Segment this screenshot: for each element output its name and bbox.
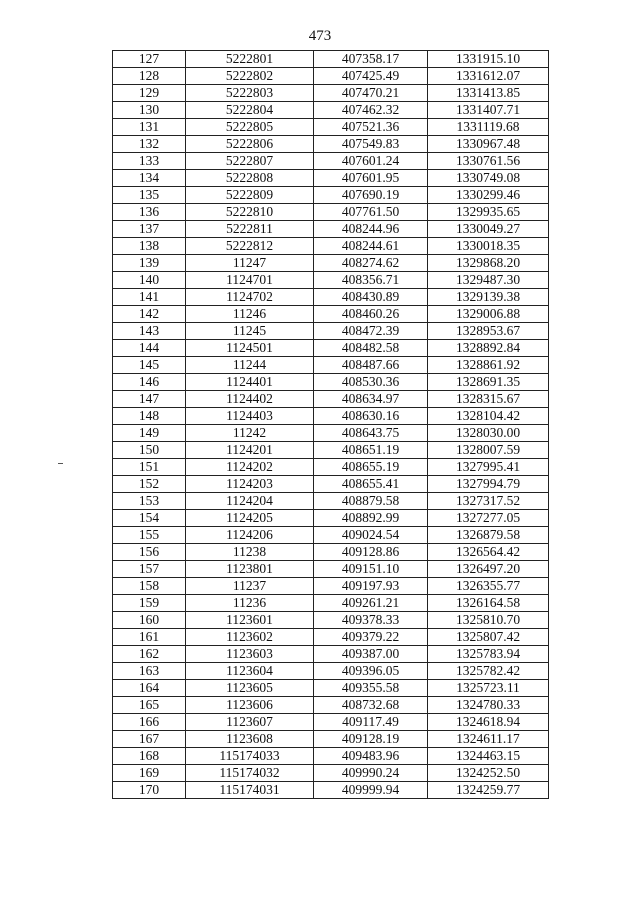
point-number-cell: 146 bbox=[113, 374, 186, 391]
point-id-cell: 5222808 bbox=[186, 170, 314, 187]
point-id-cell: 5222811 bbox=[186, 221, 314, 238]
table-row bbox=[113, 782, 549, 799]
point-number-cell: 156 bbox=[113, 544, 186, 561]
y-coordinate-cell: 1326879.58 bbox=[428, 527, 549, 544]
y-coordinate-cell: 1326564.42 bbox=[428, 544, 549, 561]
point-number-cell: 148 bbox=[113, 408, 186, 425]
point-number-cell: 136 bbox=[113, 204, 186, 221]
point-number-cell: 143 bbox=[113, 323, 186, 340]
x-coordinate-cell: 408879.58 bbox=[314, 493, 428, 510]
point-number-cell: 132 bbox=[113, 136, 186, 153]
point-id-cell: 11238 bbox=[186, 544, 314, 561]
point-id-cell: 115174033 bbox=[186, 748, 314, 765]
y-coordinate-cell: 1330299.46 bbox=[428, 187, 549, 204]
table-row bbox=[113, 221, 549, 238]
point-number-cell: 145 bbox=[113, 357, 186, 374]
y-coordinate-cell: 1326164.58 bbox=[428, 595, 549, 612]
x-coordinate-cell: 408655.41 bbox=[314, 476, 428, 493]
point-id-cell: 1124702 bbox=[186, 289, 314, 306]
x-coordinate-cell: 409387.00 bbox=[314, 646, 428, 663]
point-id-cell: 1124204 bbox=[186, 493, 314, 510]
table-row bbox=[113, 612, 549, 629]
x-coordinate-cell: 409024.54 bbox=[314, 527, 428, 544]
y-coordinate-cell: 1328691.35 bbox=[428, 374, 549, 391]
y-coordinate-cell: 1331612.07 bbox=[428, 68, 549, 85]
x-coordinate-cell: 407690.19 bbox=[314, 187, 428, 204]
y-coordinate-cell: 1327317.52 bbox=[428, 493, 549, 510]
table-row bbox=[113, 306, 549, 323]
table-row bbox=[113, 153, 549, 170]
table-row bbox=[113, 714, 549, 731]
point-id-cell: 1124202 bbox=[186, 459, 314, 476]
y-coordinate-cell: 1324611.17 bbox=[428, 731, 549, 748]
y-coordinate-cell: 1324259.77 bbox=[428, 782, 549, 799]
table-row bbox=[113, 425, 549, 442]
point-number-cell: 153 bbox=[113, 493, 186, 510]
x-coordinate-cell: 407601.24 bbox=[314, 153, 428, 170]
table-row bbox=[113, 578, 549, 595]
x-coordinate-cell: 409396.05 bbox=[314, 663, 428, 680]
x-coordinate-cell: 409355.58 bbox=[314, 680, 428, 697]
y-coordinate-cell: 1328953.67 bbox=[428, 323, 549, 340]
table-row bbox=[113, 408, 549, 425]
x-coordinate-cell: 408655.19 bbox=[314, 459, 428, 476]
point-id-cell: 1124501 bbox=[186, 340, 314, 357]
table-row bbox=[113, 323, 549, 340]
point-number-cell: 162 bbox=[113, 646, 186, 663]
y-coordinate-cell: 1329139.38 bbox=[428, 289, 549, 306]
y-coordinate-cell: 1325807.42 bbox=[428, 629, 549, 646]
point-number-cell: 152 bbox=[113, 476, 186, 493]
y-coordinate-cell: 1327994.79 bbox=[428, 476, 549, 493]
point-id-cell: 5222804 bbox=[186, 102, 314, 119]
point-number-cell: 151 bbox=[113, 459, 186, 476]
x-coordinate-cell: 407358.17 bbox=[314, 51, 428, 68]
y-coordinate-cell: 1329487.30 bbox=[428, 272, 549, 289]
table-row bbox=[113, 629, 549, 646]
point-id-cell: 1123606 bbox=[186, 697, 314, 714]
table-row bbox=[113, 85, 549, 102]
point-number-cell: 134 bbox=[113, 170, 186, 187]
y-coordinate-cell: 1325782.42 bbox=[428, 663, 549, 680]
y-coordinate-cell: 1330018.35 bbox=[428, 238, 549, 255]
margin-mark bbox=[58, 463, 63, 464]
table-row bbox=[113, 204, 549, 221]
table-row bbox=[113, 255, 549, 272]
table-row bbox=[113, 357, 549, 374]
x-coordinate-cell: 409128.19 bbox=[314, 731, 428, 748]
table-row bbox=[113, 238, 549, 255]
x-coordinate-cell: 407521.36 bbox=[314, 119, 428, 136]
point-id-cell: 1123607 bbox=[186, 714, 314, 731]
y-coordinate-cell: 1328104.42 bbox=[428, 408, 549, 425]
x-coordinate-cell: 408634.97 bbox=[314, 391, 428, 408]
x-coordinate-cell: 409117.49 bbox=[314, 714, 428, 731]
point-number-cell: 138 bbox=[113, 238, 186, 255]
point-number-cell: 161 bbox=[113, 629, 186, 646]
point-number-cell: 131 bbox=[113, 119, 186, 136]
table-row bbox=[113, 340, 549, 357]
table-row bbox=[113, 119, 549, 136]
y-coordinate-cell: 1328315.67 bbox=[428, 391, 549, 408]
table-row bbox=[113, 459, 549, 476]
point-id-cell: 1123801 bbox=[186, 561, 314, 578]
y-coordinate-cell: 1329868.20 bbox=[428, 255, 549, 272]
table-row bbox=[113, 731, 549, 748]
table-row bbox=[113, 493, 549, 510]
table-row bbox=[113, 136, 549, 153]
point-id-cell: 11236 bbox=[186, 595, 314, 612]
x-coordinate-cell: 407425.49 bbox=[314, 68, 428, 85]
point-id-cell: 5222807 bbox=[186, 153, 314, 170]
y-coordinate-cell: 1326497.20 bbox=[428, 561, 549, 578]
point-number-cell: 155 bbox=[113, 527, 186, 544]
y-coordinate-cell: 1331413.85 bbox=[428, 85, 549, 102]
x-coordinate-cell: 409483.96 bbox=[314, 748, 428, 765]
point-id-cell: 5222809 bbox=[186, 187, 314, 204]
table-row bbox=[113, 102, 549, 119]
y-coordinate-cell: 1328030.00 bbox=[428, 425, 549, 442]
table-row bbox=[113, 510, 549, 527]
point-id-cell: 115174032 bbox=[186, 765, 314, 782]
y-coordinate-cell: 1324618.94 bbox=[428, 714, 549, 731]
table-row bbox=[113, 680, 549, 697]
x-coordinate-cell: 408892.99 bbox=[314, 510, 428, 527]
x-coordinate-cell: 407470.21 bbox=[314, 85, 428, 102]
x-coordinate-cell: 408430.89 bbox=[314, 289, 428, 306]
point-id-cell: 1124401 bbox=[186, 374, 314, 391]
point-number-cell: 130 bbox=[113, 102, 186, 119]
y-coordinate-cell: 1326355.77 bbox=[428, 578, 549, 595]
point-number-cell: 127 bbox=[113, 51, 186, 68]
point-number-cell: 168 bbox=[113, 748, 186, 765]
point-id-cell: 5222801 bbox=[186, 51, 314, 68]
table-row bbox=[113, 170, 549, 187]
point-id-cell: 11242 bbox=[186, 425, 314, 442]
y-coordinate-cell: 1324780.33 bbox=[428, 697, 549, 714]
point-number-cell: 141 bbox=[113, 289, 186, 306]
x-coordinate-cell: 409379.22 bbox=[314, 629, 428, 646]
x-coordinate-cell: 408482.58 bbox=[314, 340, 428, 357]
y-coordinate-cell: 1330761.56 bbox=[428, 153, 549, 170]
x-coordinate-cell: 409378.33 bbox=[314, 612, 428, 629]
table-row bbox=[113, 391, 549, 408]
table-row bbox=[113, 187, 549, 204]
table-row bbox=[113, 374, 549, 391]
page-number: 473 bbox=[308, 28, 332, 44]
point-number-cell: 164 bbox=[113, 680, 186, 697]
point-id-cell: 11247 bbox=[186, 255, 314, 272]
point-id-cell: 11245 bbox=[186, 323, 314, 340]
y-coordinate-cell: 1324463.15 bbox=[428, 748, 549, 765]
y-coordinate-cell: 1329935.65 bbox=[428, 204, 549, 221]
point-id-cell: 5222802 bbox=[186, 68, 314, 85]
point-number-cell: 133 bbox=[113, 153, 186, 170]
x-coordinate-cell: 407601.95 bbox=[314, 170, 428, 187]
x-coordinate-cell: 409128.86 bbox=[314, 544, 428, 561]
point-number-cell: 154 bbox=[113, 510, 186, 527]
y-coordinate-cell: 1331407.71 bbox=[428, 102, 549, 119]
x-coordinate-cell: 408643.75 bbox=[314, 425, 428, 442]
point-id-cell: 1123601 bbox=[186, 612, 314, 629]
point-number-cell: 137 bbox=[113, 221, 186, 238]
x-coordinate-cell: 407549.83 bbox=[314, 136, 428, 153]
x-coordinate-cell: 408651.19 bbox=[314, 442, 428, 459]
table-row bbox=[113, 527, 549, 544]
x-coordinate-cell: 408460.26 bbox=[314, 306, 428, 323]
point-number-cell: 170 bbox=[113, 782, 186, 799]
y-coordinate-cell: 1330749.08 bbox=[428, 170, 549, 187]
point-id-cell: 1124403 bbox=[186, 408, 314, 425]
point-number-cell: 160 bbox=[113, 612, 186, 629]
point-number-cell: 165 bbox=[113, 697, 186, 714]
table-row bbox=[113, 476, 549, 493]
x-coordinate-cell: 409261.21 bbox=[314, 595, 428, 612]
y-coordinate-cell: 1330967.48 bbox=[428, 136, 549, 153]
point-id-cell: 1124203 bbox=[186, 476, 314, 493]
y-coordinate-cell: 1324252.50 bbox=[428, 765, 549, 782]
point-number-cell: 140 bbox=[113, 272, 186, 289]
table-row bbox=[113, 663, 549, 680]
coordinates-table-body bbox=[113, 51, 549, 799]
point-number-cell: 144 bbox=[113, 340, 186, 357]
x-coordinate-cell: 409999.94 bbox=[314, 782, 428, 799]
x-coordinate-cell: 408472.39 bbox=[314, 323, 428, 340]
point-number-cell: 129 bbox=[113, 85, 186, 102]
x-coordinate-cell: 408356.71 bbox=[314, 272, 428, 289]
point-id-cell: 1123603 bbox=[186, 646, 314, 663]
point-number-cell: 158 bbox=[113, 578, 186, 595]
point-id-cell: 1123605 bbox=[186, 680, 314, 697]
point-number-cell: 169 bbox=[113, 765, 186, 782]
point-id-cell: 11244 bbox=[186, 357, 314, 374]
y-coordinate-cell: 1327995.41 bbox=[428, 459, 549, 476]
point-id-cell: 115174031 bbox=[186, 782, 314, 799]
x-coordinate-cell: 408530.36 bbox=[314, 374, 428, 391]
point-id-cell: 5222803 bbox=[186, 85, 314, 102]
point-id-cell: 11237 bbox=[186, 578, 314, 595]
table-row bbox=[113, 561, 549, 578]
point-id-cell: 1123608 bbox=[186, 731, 314, 748]
table-row bbox=[113, 595, 549, 612]
point-number-cell: 135 bbox=[113, 187, 186, 204]
table-row bbox=[113, 68, 549, 85]
point-number-cell: 163 bbox=[113, 663, 186, 680]
y-coordinate-cell: 1328861.92 bbox=[428, 357, 549, 374]
x-coordinate-cell: 407462.32 bbox=[314, 102, 428, 119]
point-id-cell: 5222812 bbox=[186, 238, 314, 255]
x-coordinate-cell: 409990.24 bbox=[314, 765, 428, 782]
point-number-cell: 128 bbox=[113, 68, 186, 85]
point-id-cell: 5222805 bbox=[186, 119, 314, 136]
y-coordinate-cell: 1327277.05 bbox=[428, 510, 549, 527]
x-coordinate-cell: 408244.61 bbox=[314, 238, 428, 255]
point-id-cell: 1123604 bbox=[186, 663, 314, 680]
point-id-cell: 11246 bbox=[186, 306, 314, 323]
point-number-cell: 147 bbox=[113, 391, 186, 408]
y-coordinate-cell: 1325723.11 bbox=[428, 680, 549, 697]
point-number-cell: 150 bbox=[113, 442, 186, 459]
x-coordinate-cell: 408244.96 bbox=[314, 221, 428, 238]
point-id-cell: 1124402 bbox=[186, 391, 314, 408]
y-coordinate-cell: 1328892.84 bbox=[428, 340, 549, 357]
table-row bbox=[113, 544, 549, 561]
table-row bbox=[113, 289, 549, 306]
point-number-cell: 167 bbox=[113, 731, 186, 748]
x-coordinate-cell: 409197.93 bbox=[314, 578, 428, 595]
x-coordinate-cell: 408732.68 bbox=[314, 697, 428, 714]
point-id-cell: 5222806 bbox=[186, 136, 314, 153]
x-coordinate-cell: 408630.16 bbox=[314, 408, 428, 425]
x-coordinate-cell: 408487.66 bbox=[314, 357, 428, 374]
coordinates-table bbox=[112, 50, 549, 799]
y-coordinate-cell: 1331915.10 bbox=[428, 51, 549, 68]
x-coordinate-cell: 407761.50 bbox=[314, 204, 428, 221]
table-row bbox=[113, 272, 549, 289]
point-id-cell: 1124205 bbox=[186, 510, 314, 527]
point-id-cell: 1123602 bbox=[186, 629, 314, 646]
table-row bbox=[113, 51, 549, 68]
y-coordinate-cell: 1325783.94 bbox=[428, 646, 549, 663]
table-row bbox=[113, 765, 549, 782]
y-coordinate-cell: 1329006.88 bbox=[428, 306, 549, 323]
table-row bbox=[113, 697, 549, 714]
point-number-cell: 157 bbox=[113, 561, 186, 578]
point-id-cell: 1124701 bbox=[186, 272, 314, 289]
table-row bbox=[113, 646, 549, 663]
x-coordinate-cell: 408274.62 bbox=[314, 255, 428, 272]
point-number-cell: 142 bbox=[113, 306, 186, 323]
table-row bbox=[113, 442, 549, 459]
y-coordinate-cell: 1331119.68 bbox=[428, 119, 549, 136]
y-coordinate-cell: 1325810.70 bbox=[428, 612, 549, 629]
point-id-cell: 1124206 bbox=[186, 527, 314, 544]
x-coordinate-cell: 409151.10 bbox=[314, 561, 428, 578]
table-row bbox=[113, 748, 549, 765]
point-number-cell: 139 bbox=[113, 255, 186, 272]
point-number-cell: 159 bbox=[113, 595, 186, 612]
point-id-cell: 5222810 bbox=[186, 204, 314, 221]
point-number-cell: 149 bbox=[113, 425, 186, 442]
y-coordinate-cell: 1330049.27 bbox=[428, 221, 549, 238]
y-coordinate-cell: 1328007.59 bbox=[428, 442, 549, 459]
point-id-cell: 1124201 bbox=[186, 442, 314, 459]
point-number-cell: 166 bbox=[113, 714, 186, 731]
